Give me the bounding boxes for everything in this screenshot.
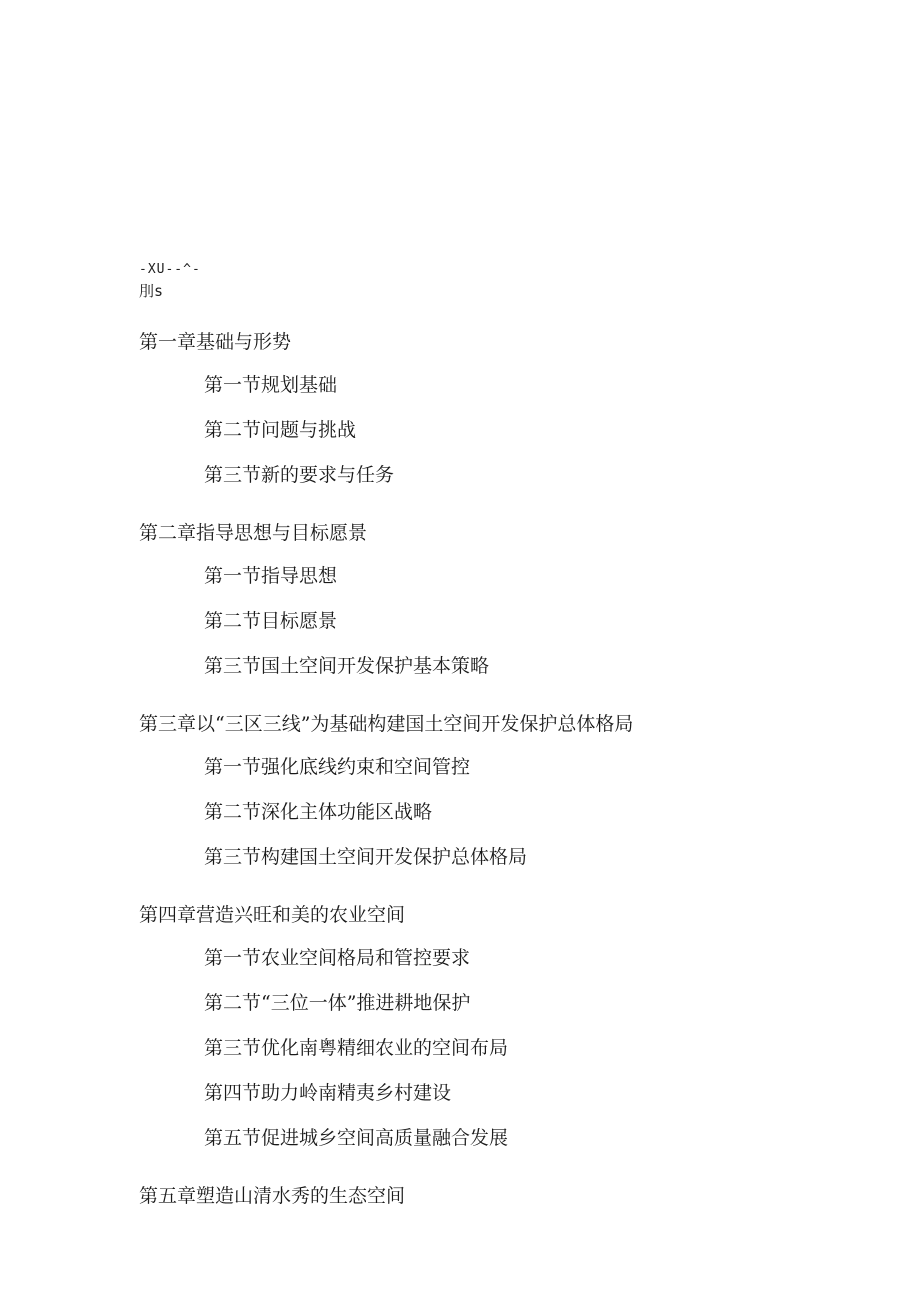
chapter-title[interactable]: 第三章以“三区三线”为基础构建国土空间开发保护总体格局 bbox=[139, 713, 634, 735]
section-item[interactable]: 第三节国土空间开发保护基本策略 bbox=[204, 655, 490, 677]
chapter-1 bbox=[0, 326, 920, 505]
section-item[interactable]: 第二节目标愿景 bbox=[204, 610, 338, 632]
section-item[interactable]: 第三节构建国土空间开发保护总体格局 bbox=[204, 846, 528, 868]
chapter-title[interactable]: 第二章指导思想与目标愿景 bbox=[139, 522, 368, 544]
chapter-3 bbox=[0, 708, 920, 887]
section-item[interactable]: 第四节助力岭南精夷乡村建设 bbox=[204, 1082, 452, 1104]
chapter-title[interactable]: 第四章营造兴旺和美的农业空间 bbox=[139, 904, 406, 926]
section-item[interactable]: 第二节深化主体功能区战略 bbox=[204, 801, 433, 823]
section-item[interactable]: 第一节规划基础 bbox=[204, 374, 338, 396]
toc-heading: 刖s bbox=[139, 282, 164, 300]
section-item[interactable]: 第五节促进城乡空间高质量融合发展 bbox=[204, 1127, 509, 1149]
chapter-2 bbox=[0, 517, 920, 696]
section-item[interactable]: 第一节农业空间格局和管控要求 bbox=[204, 947, 471, 969]
section-item[interactable]: 第三节优化南粤精细农业的空间布局 bbox=[204, 1037, 509, 1059]
chapter-4 bbox=[0, 899, 920, 1168]
chapter-5 bbox=[0, 1180, 920, 1224]
section-item[interactable]: 第一节指导思想 bbox=[204, 565, 338, 587]
section-item[interactable]: 第二节“三位一体”推进耕地保护 bbox=[204, 992, 471, 1014]
section-item[interactable]: 第二节问题与挑战 bbox=[204, 419, 357, 441]
table-of-contents bbox=[0, 326, 920, 1224]
section-item[interactable]: 第三节新的要求与任务 bbox=[204, 464, 395, 486]
header-mark: -XU--^- bbox=[139, 262, 201, 277]
section-item[interactable]: 第一节强化底线约束和空间管控 bbox=[204, 756, 471, 778]
chapter-title[interactable]: 第五章塑造山清水秀的生态空间 bbox=[139, 1185, 406, 1207]
chapter-title[interactable]: 第一章基础与形势 bbox=[139, 331, 292, 353]
